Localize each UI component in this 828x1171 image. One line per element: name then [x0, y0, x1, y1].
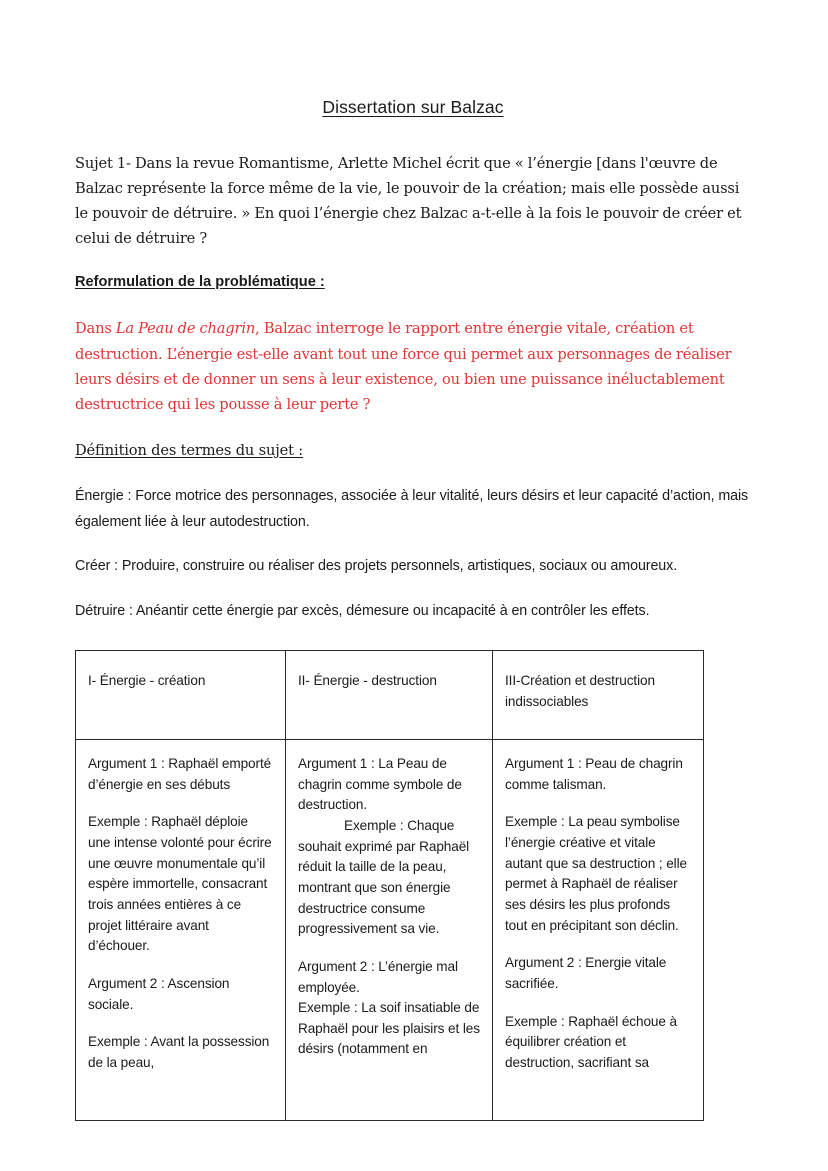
table-cell-column-2 [286, 739, 493, 1120]
table-cell-column-1 [76, 739, 286, 1120]
document-content [75, 96, 751, 1121]
argument-1-col-2: Argument 1 : La Peau de chagrin comme symbole de destruction. [298, 755, 462, 813]
table-header-label-3: III-Création et destruction indissociables [505, 672, 655, 709]
plan-table [75, 650, 704, 1121]
table-header-label-2: II- Énergie - destruction [298, 672, 437, 688]
page-title [75, 96, 751, 119]
definition-detruire: Détruire : Anéantir cette énergie par excès, démesure ou incapacité à en contrôler les effets. [75, 602, 650, 619]
table-header-cell-3 [493, 650, 704, 739]
reformulation-text-before: Dans [75, 320, 116, 338]
definition-energie: Énergie : Force motrice des personnages, associée à leur vitalité, leurs désirs et leur capacité d’action, mais également liée à leur autodestruction. [75, 488, 749, 530]
example-1-col-2: Exemple : Chaque souhait exprimé par Raphaël réduit la taille de la peau, montrant que son énergie destructrice consume progressivement sa vie. [298, 817, 470, 937]
example-2-col-3: Exemple : Raphaël échoue à équilibrer création et destruction, sacrifiant sa [505, 1013, 677, 1070]
subject-paragraph: Sujet 1- Dans la revue Romantisme, Arlette Michel écrit que « l’énergie [dans l'œuvre de Balzac représente la force même de la vie, le pouvoir de la création; mais elle possède aussi le pouvoir de détruire. » En quoi l’énergie chez Balzac a-t-elle à la fois le pouvoir de créer et celui de détruire ? [75, 154, 742, 248]
example-2-col-2: Exemple : La soif insatiable de Raphaël pour les plaisirs et les désirs (notamment en [298, 1000, 480, 1057]
reformulation-heading-text: Reformulation de la problématique : [75, 274, 325, 291]
work-title-italic: La Peau de chagrin [115, 320, 256, 338]
page-title-text: Dissertation sur Balzac [322, 97, 504, 117]
reformulation-text-after: , Balzac interroge le rapport entre énergie vitale, création et destruction. L’énergie est-elle avant tout une force qui permet aux personnages de réaliser leurs désirs et de donner un sens à leur existence, ou bien une puissance inéluctablement destructrice qui les pousse à leur perte ? [75, 320, 732, 413]
definitions-heading-text: Définition des termes du sujet : [75, 441, 304, 459]
reformulation-heading [75, 271, 751, 294]
table-header-cell-1 [76, 650, 286, 739]
table-header-label-1: I- Énergie - création [88, 672, 206, 688]
reformulation-paragraph [75, 316, 751, 416]
argument-2-col-3: Argument 2 : Energie vitale sacrifiée. [505, 955, 667, 991]
argument-2-col-1: Argument 2 : Ascension sociale. [88, 975, 230, 1012]
definitions-heading [75, 439, 751, 462]
example-1-col-1: Exemple : Raphaël déploie une intense volonté pour écrire une œuvre monumentale qu’il espère immortelle, consacrant trois années entières à ce projet littéraire avant d’échouer. [88, 814, 272, 954]
argument-1-col-1: Argument 1 : Raphaël emporté d’énergie en ses débuts [88, 755, 272, 792]
definition-creer: Créer : Produire, construire ou réaliser des projets personnels, artistiques, sociaux ou amoureux. [75, 558, 678, 575]
table-header-cell-2 [286, 650, 493, 739]
example-1-col-3: Exemple : La peau symbolise l’énergie créative et vitale autant que sa destruction ; elle permet à Raphaël de réaliser ses désirs les plus profonds tout en précipitant son déclin. [505, 814, 687, 933]
table-body-row [76, 739, 704, 1120]
argument-2-col-2: Argument 2 : L’énergie mal employée. [298, 958, 458, 995]
argument-1-col-3: Argument 1 : Peau de chagrin comme talisman. [505, 755, 683, 792]
example-2-col-1: Exemple : Avant la possession de la peau, [88, 1034, 270, 1070]
table-cell-column-3 [493, 739, 704, 1120]
table-header-row [76, 650, 704, 739]
